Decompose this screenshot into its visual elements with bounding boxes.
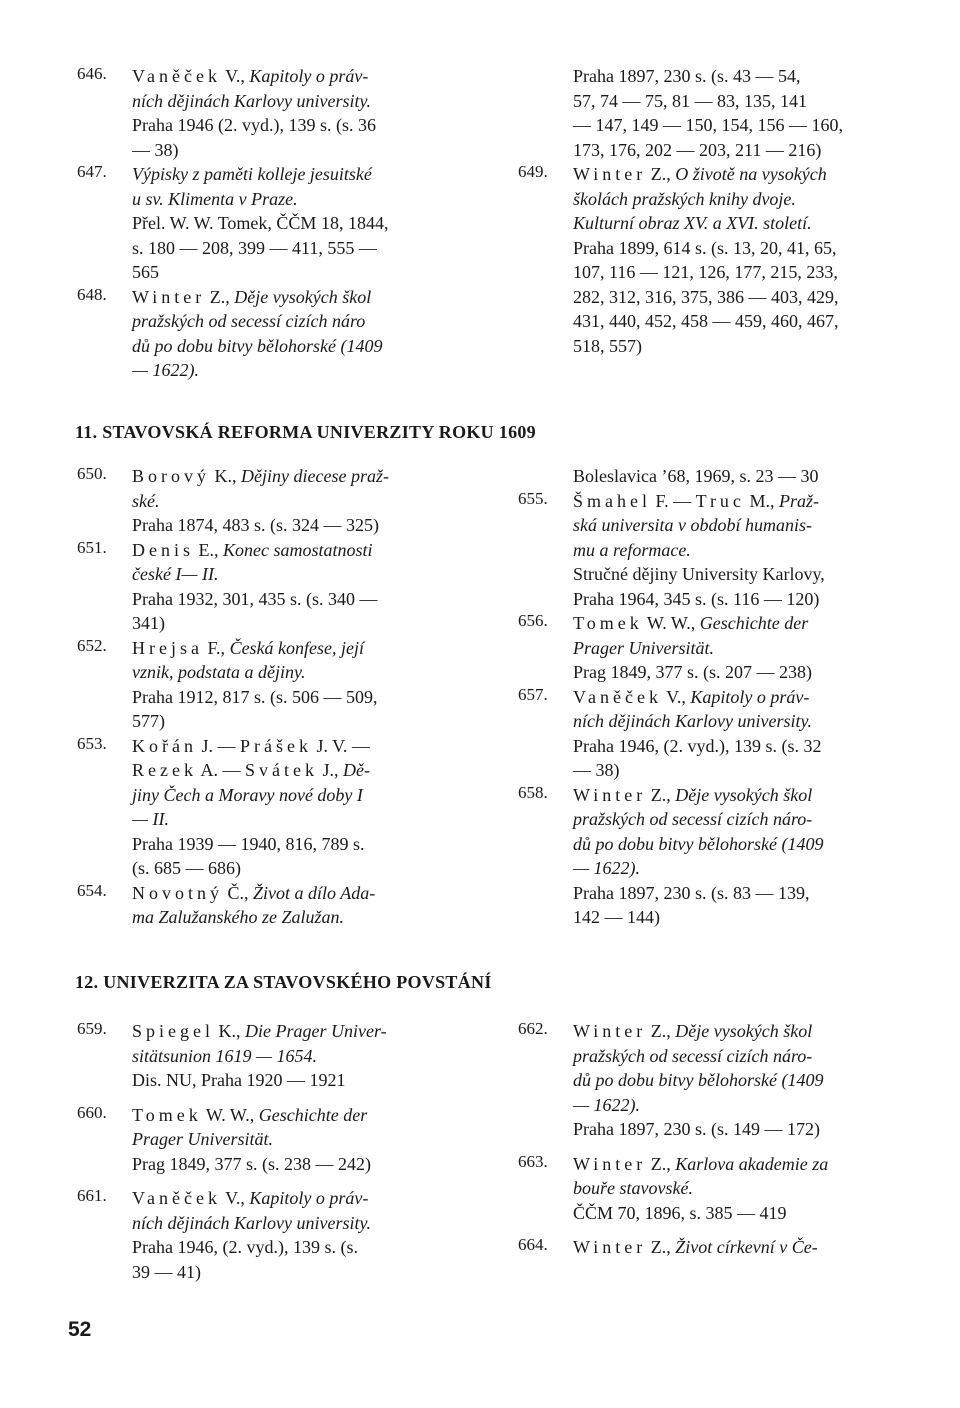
title-text: Děje vysokých škol <box>675 1021 813 1041</box>
entry-line <box>573 734 938 759</box>
title-text: ská universita v období humanis- <box>573 515 812 535</box>
bibliography-entry <box>518 464 938 489</box>
citation-text: 431, 440, 452, 458 — 459, 460, 467, <box>573 311 839 331</box>
citation-text: s. 180 — 208, 399 — 411, 555 — <box>132 237 377 258</box>
entry-line <box>132 187 477 212</box>
title-text: Praž- <box>778 490 819 511</box>
citation-text: Prag 1849, 377 s. (s. 207 — 238) <box>573 662 812 682</box>
entry-line <box>573 1019 938 1044</box>
citation-text: Z., <box>205 286 235 307</box>
entry-number: 664. <box>518 1235 548 1254</box>
entry-line <box>132 734 477 759</box>
entry-line <box>132 709 477 734</box>
section-heading-12: 12. UNIVERZITA ZA STAVOVSKÉHO POVSTÁNÍ <box>75 972 492 992</box>
entry-line <box>573 187 938 212</box>
citation-text: 341) <box>132 613 165 633</box>
author-name: Hrejsa <box>132 637 203 658</box>
section-heading-11: 11. STAVOVSKÁ REFORMA UNIVERZITY ROKU 1609 <box>75 422 536 442</box>
author-name: Novotný <box>132 882 223 903</box>
entry-line <box>132 513 477 538</box>
entry-number: 657. <box>518 684 548 704</box>
entry-line <box>573 611 938 636</box>
title-text: Děje vysokých škol <box>675 784 813 805</box>
entry-number: 647. <box>77 162 107 181</box>
citation-text: Praha 1964, 345 s. (s. 116 — 120) <box>573 588 820 609</box>
entry-line <box>132 1068 477 1093</box>
entry-line <box>573 562 938 587</box>
citation-text: 39 — 41) <box>132 1261 201 1282</box>
entry-line <box>132 587 477 612</box>
entry-line <box>132 489 477 514</box>
citation-text: Boleslavica ’68, 1969, s. 23 — 30 <box>573 466 819 486</box>
title-text: ních dějinách Karlovy university. <box>573 711 812 731</box>
title-text: Kulturní obraz XV. a XVI. století. <box>573 213 812 233</box>
page-number: 52 <box>68 1318 92 1341</box>
citation-text: V., <box>220 1188 250 1208</box>
title-text: Dějiny diecese praž- <box>241 466 389 486</box>
author-name: Winter <box>132 286 206 307</box>
citation-text: Prag 1849, 377 s. (s. 238 — 242) <box>132 1153 371 1174</box>
author-name: Vaněček <box>132 66 221 86</box>
entry-line <box>573 783 938 808</box>
author-name: Truc <box>695 490 745 511</box>
citation-text: 518, 557) <box>573 335 642 356</box>
entry-line <box>573 1235 938 1260</box>
entry-line <box>132 64 477 89</box>
title-text: Česká konfese, její <box>229 637 365 658</box>
title-text: Kapitoly o práv- <box>249 1188 369 1208</box>
title-text: dů po dobu bitvy bělohorské (1409 <box>573 1070 824 1090</box>
entry-line <box>573 89 938 114</box>
entry-line <box>132 138 477 163</box>
bibliography-entry <box>77 1186 477 1284</box>
entry-line <box>573 138 938 163</box>
title-text: — 1622). <box>573 858 640 878</box>
entry-line <box>132 758 477 783</box>
title-text: ních dějinách Karlovy university. <box>132 90 371 111</box>
section3-right-column <box>518 1019 938 1260</box>
citation-text: (s. 685 — 686) <box>132 858 241 878</box>
author-name: Winter <box>573 1153 647 1174</box>
title-text: Život a dílo Ada- <box>253 882 376 903</box>
author-name: Winter <box>573 164 647 184</box>
entry-number: 656. <box>518 611 548 630</box>
citation-text: Praha 1897, 230 s. (s. 149 — 172) <box>573 1119 820 1139</box>
title-text: ních dějinách Karlovy university. <box>132 1212 371 1233</box>
entry-line <box>573 464 938 489</box>
bibliography-entry <box>518 1019 938 1142</box>
entry-line <box>132 1103 477 1128</box>
citation-text: A. — <box>196 760 245 780</box>
bibliography-entry <box>77 1019 477 1093</box>
bibliography-entry <box>77 881 477 930</box>
entry-number: 661. <box>77 1186 107 1205</box>
entry-number: 653. <box>77 733 107 753</box>
title-text: Dě- <box>343 760 370 780</box>
entry-line <box>132 113 477 138</box>
entry-line <box>573 685 938 710</box>
title-text: vznik, podstata a dějiny. <box>132 662 306 682</box>
entry-number: 650. <box>77 464 107 483</box>
entry-line <box>132 334 477 359</box>
title-text: — II. <box>132 809 169 829</box>
author-name: Vaněček <box>573 686 662 707</box>
title-text: pražských od secessí cizích náro- <box>573 809 813 829</box>
bibliography-entry <box>77 162 477 285</box>
citation-text: 282, 312, 316, 375, 386 — 403, 429, <box>573 286 839 307</box>
entry-line <box>132 538 477 563</box>
entry-number: 662. <box>518 1019 548 1038</box>
citation-text: 107, 116 — 121, 126, 177, 215, 233, <box>573 262 838 282</box>
entry-line <box>132 358 477 383</box>
entry-line <box>573 1201 938 1226</box>
author-name: Kořán <box>132 735 197 756</box>
title-text: sitätsunion 1619 — 1654. <box>132 1045 318 1066</box>
entry-line <box>132 285 477 310</box>
entry-line <box>573 64 938 89</box>
entry-line <box>573 1044 938 1069</box>
entry-line <box>573 334 938 359</box>
citation-text: K., <box>210 466 241 486</box>
title-text: Kapitoly o práv- <box>690 686 810 707</box>
citation-text: Praha 1897, 230 s. (s. 83 — 139, <box>573 882 810 903</box>
entry-line <box>573 758 938 783</box>
entry-line <box>573 260 938 285</box>
title-text: — 1622). <box>573 1094 640 1115</box>
entry-line <box>573 113 938 138</box>
bibliography-entry <box>518 1152 938 1226</box>
entry-line <box>573 211 938 236</box>
citation-text: Stručné dějiny University Karlovy, <box>573 564 825 584</box>
author-name: Denis <box>132 539 194 560</box>
bibliography-entry <box>77 464 477 538</box>
citation-text: F. — <box>651 490 696 511</box>
entry-line <box>132 905 477 930</box>
author-name: Prášek <box>240 735 312 756</box>
bibliography-entry <box>518 685 938 783</box>
entry-line <box>573 1068 938 1093</box>
entry-line <box>132 1152 477 1177</box>
entry-line <box>132 1211 477 1236</box>
entry-number: 652. <box>77 635 107 655</box>
title-text: Prager Universität. <box>573 637 714 658</box>
citation-text: Praha 1946, (2. vyd.), 139 s. (s. <box>132 1237 358 1257</box>
entry-line <box>573 709 938 734</box>
entry-line <box>573 309 938 334</box>
entry-number: 654. <box>77 880 107 900</box>
bibliography-entry <box>77 64 477 162</box>
entry-line <box>132 260 477 285</box>
entry-line <box>573 489 938 514</box>
title-text: Prager Universität. <box>132 1129 273 1149</box>
title-text: u sv. Klimenta v Praze. <box>132 188 298 209</box>
citation-text: Dis. NU, Praha 1920 — 1921 <box>132 1070 346 1090</box>
section1-left-column <box>77 64 477 383</box>
citation-text: Praha 1897, 230 s. (s. 43 — 54, <box>573 66 801 86</box>
entry-line <box>573 636 938 661</box>
entry-line <box>573 1152 938 1177</box>
entry-number: 663. <box>518 1151 548 1171</box>
citation-text: K., <box>214 1021 245 1041</box>
title-text: Výpisky z paměti kolleje jesuitské <box>132 164 372 184</box>
author-name: Winter <box>573 784 647 805</box>
entry-number: 646. <box>77 64 107 83</box>
entry-line <box>132 807 477 832</box>
title-text: Karlova akademie za <box>675 1153 829 1174</box>
entry-line <box>132 783 477 808</box>
entry-line <box>132 881 477 906</box>
bibliography-entry <box>518 1235 938 1260</box>
entry-line <box>132 660 477 685</box>
citation-text: 142 — 144) <box>573 907 660 927</box>
citation-text: J. V. — <box>312 735 370 756</box>
citation-text: Praha 1899, 614 s. (s. 13, 20, 41, 65, <box>573 237 837 258</box>
title-text: pražských od secessí cizích náro- <box>573 1045 813 1066</box>
entry-line <box>132 162 477 187</box>
entry-line <box>132 309 477 334</box>
entry-number: 651. <box>77 537 107 557</box>
entry-line <box>132 856 477 881</box>
entry-line <box>573 513 938 538</box>
citation-text: V., <box>661 686 691 707</box>
citation-text: Z., <box>646 1021 676 1041</box>
citation-text: W. W., <box>642 613 700 633</box>
entry-number: 660. <box>77 1102 107 1122</box>
entry-line <box>132 1044 477 1069</box>
section1-right-column <box>518 64 938 358</box>
title-text: Kapitoly o práv- <box>249 66 369 86</box>
entry-line <box>573 1117 938 1142</box>
entry-line <box>573 538 938 563</box>
title-text: Děje vysokých škol <box>234 286 372 307</box>
citation-text: Praha 1874, 483 s. (s. 324 — 325) <box>132 515 379 535</box>
entry-line <box>132 562 477 587</box>
citation-text: Z., <box>646 1237 676 1257</box>
citation-text: 57, 74 — 75, 81 — 83, 135, 141 <box>573 90 807 111</box>
title-text: mu a reformace. <box>573 539 691 560</box>
entry-line <box>573 285 938 310</box>
citation-text: Přel. W. W. Tomek, ČČM 18, 1844, <box>132 213 389 233</box>
entry-line <box>132 1127 477 1152</box>
citation-text: E., <box>194 539 223 560</box>
citation-text: J., <box>318 760 344 780</box>
entry-line <box>132 611 477 636</box>
section2-right-column <box>518 464 938 930</box>
bibliography-entry <box>77 1103 477 1177</box>
citation-text: Praha 1912, 817 s. (s. 506 — 509, <box>132 686 378 707</box>
author-name: Winter <box>573 1237 647 1257</box>
entry-number: 648. <box>77 284 107 304</box>
citation-text: V., <box>220 66 250 86</box>
entry-line <box>573 905 938 930</box>
entry-line <box>573 832 938 857</box>
author-name: Borový <box>132 466 210 486</box>
citation-text: Z., <box>646 1153 676 1174</box>
entry-line <box>573 162 938 187</box>
section2-left-column <box>77 464 477 930</box>
bibliography-entry <box>518 162 938 358</box>
citation-text: Z., <box>646 784 676 805</box>
author-name: Spiegel <box>132 1021 214 1041</box>
citation-text: Praha 1946, (2. vyd.), 139 s. (s. 32 <box>573 735 822 756</box>
author-name: Rezek <box>132 760 197 780</box>
title-text: Geschichte der <box>258 1104 368 1125</box>
title-text: Život církevní v Če- <box>675 1237 818 1257</box>
entry-line <box>573 856 938 881</box>
author-name: Winter <box>573 1021 647 1041</box>
entry-line <box>132 832 477 857</box>
entry-line <box>573 1093 938 1118</box>
title-text: dů po dobu bitvy bělohorské (1409 <box>573 833 824 854</box>
citation-text: Praha 1946 (2. vyd.), 139 s. (s. 36 <box>132 115 376 135</box>
bibliography-entry <box>77 734 477 881</box>
title-text: — 1622). <box>132 360 199 380</box>
title-text: Konec samostatnosti <box>223 539 373 560</box>
citation-text: Č., <box>223 882 254 903</box>
entry-line <box>132 211 477 236</box>
title-text: české I— II. <box>132 564 219 584</box>
title-text: Die Prager Univer- <box>245 1021 387 1041</box>
entry-number: 659. <box>77 1019 107 1038</box>
bibliography-entry <box>77 636 477 734</box>
bibliography-entry <box>518 783 938 930</box>
title-text: ské. <box>132 490 160 511</box>
entry-line <box>573 1176 938 1201</box>
entry-line <box>132 685 477 710</box>
entry-line <box>573 660 938 685</box>
entry-line <box>573 807 938 832</box>
entry-line <box>132 464 477 489</box>
title-text: školách pražských knihy dvoje. <box>573 188 796 209</box>
entry-line <box>573 881 938 906</box>
citation-text: F., <box>202 637 230 658</box>
title-text: pražských od secessí cizích náro <box>132 311 366 331</box>
entry-line <box>132 1186 477 1211</box>
citation-text: Praha 1932, 301, 435 s. (s. 340 — <box>132 588 378 609</box>
citation-text: 173, 176, 202 — 203, 211 — 216) <box>573 139 822 160</box>
citation-text: 565 <box>132 262 159 282</box>
entry-line <box>132 1019 477 1044</box>
title-text: ma Zalužanského ze Zalužan. <box>132 907 345 927</box>
citation-text: — 38) <box>132 139 179 160</box>
title-text: dů po dobu bitvy bělohorské (1409 <box>132 335 383 356</box>
author-name: Vaněček <box>132 1188 221 1208</box>
entry-line <box>573 587 938 612</box>
entry-line <box>573 236 938 261</box>
author-name: Svátek <box>245 760 318 780</box>
author-name: Tomek <box>132 1104 202 1125</box>
bibliography-entry <box>77 285 477 383</box>
citation-text: 577) <box>132 711 165 731</box>
bibliography-entry <box>518 489 938 612</box>
entry-number: 655. <box>518 488 548 508</box>
citation-text: — 147, 149 — 150, 154, 156 — 160, <box>573 115 843 135</box>
citation-text: — 38) <box>573 760 620 780</box>
entry-line <box>132 1260 477 1285</box>
citation-text: Z., <box>646 164 676 184</box>
entry-number: 658. <box>518 782 548 802</box>
bibliography-entry <box>518 64 938 162</box>
entry-line <box>132 1235 477 1260</box>
bibliography-entry <box>518 611 938 685</box>
title-text: O životě na vysokých <box>675 164 827 184</box>
title-text: jiny Čech a Moravy nové doby I <box>132 784 363 805</box>
title-text: bouře stavovské. <box>573 1178 693 1198</box>
entry-line <box>132 236 477 261</box>
title-text: Geschichte der <box>699 613 809 633</box>
citation-text: W. W., <box>201 1104 259 1125</box>
section3-left-column <box>77 1019 477 1284</box>
citation-text: Praha 1939 — 1940, 816, 789 s. <box>132 833 365 854</box>
author-name: Tomek <box>573 613 643 633</box>
citation-text: J. — <box>196 735 240 756</box>
entry-number: 649. <box>518 162 548 181</box>
entry-line <box>132 89 477 114</box>
citation-text: ČČM 70, 1896, s. 385 — 419 <box>573 1202 787 1223</box>
citation-text: M., <box>744 490 779 511</box>
bibliography-entry <box>77 538 477 636</box>
entry-line <box>132 636 477 661</box>
author-name: Šmahel <box>573 490 651 511</box>
